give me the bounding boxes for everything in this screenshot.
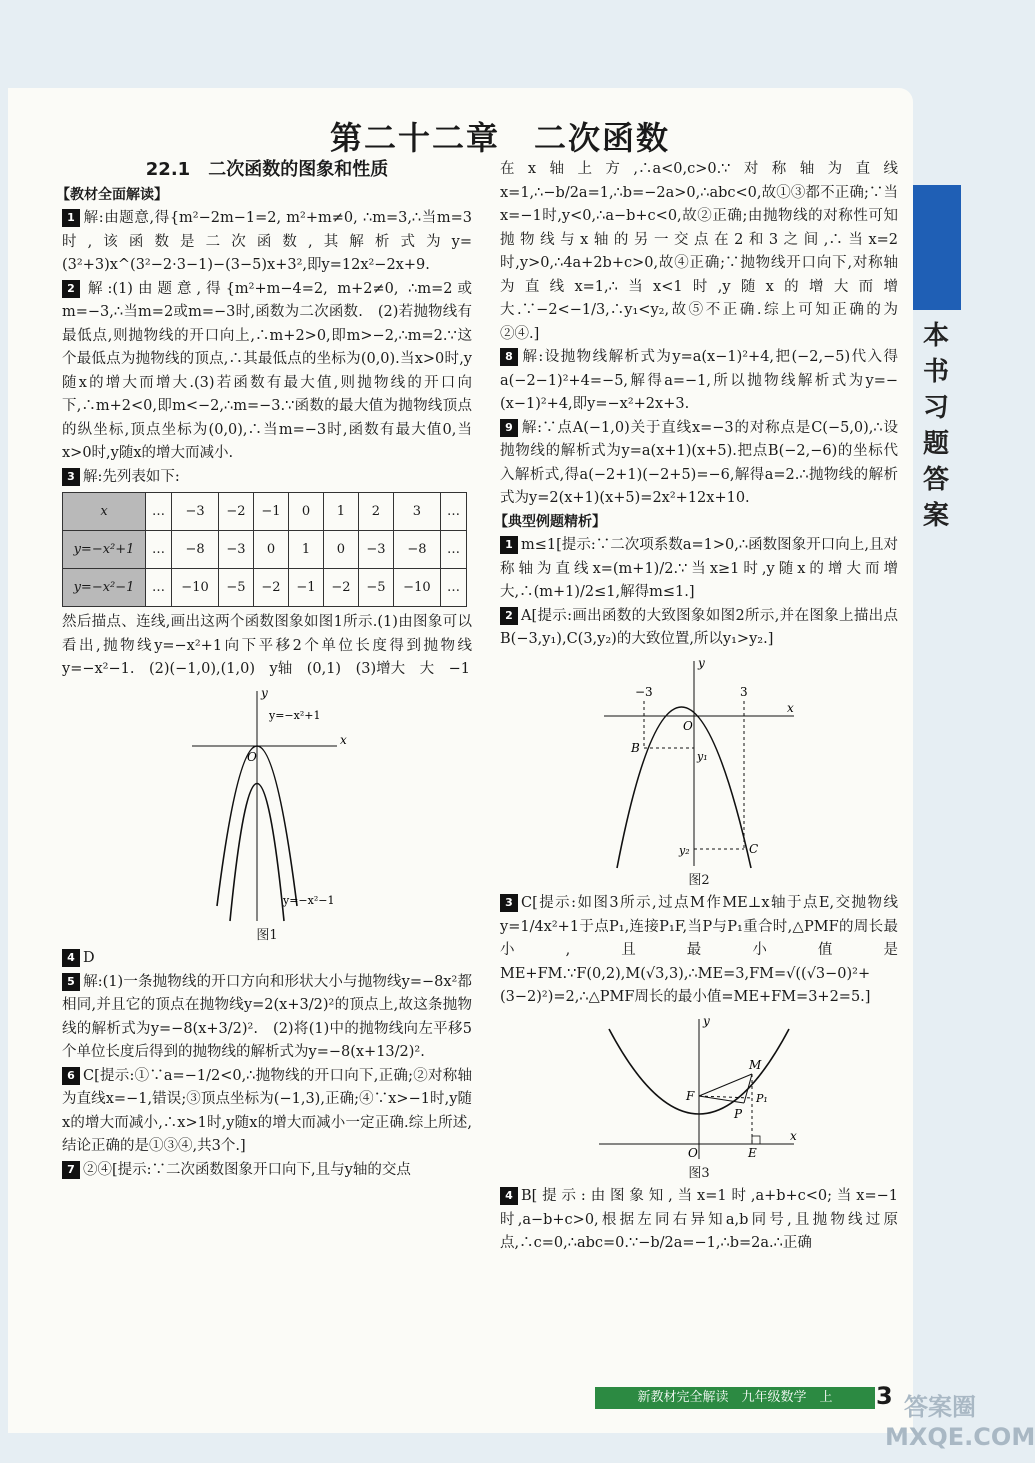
y-axis-label: y bbox=[703, 1013, 710, 1028]
table-cell: 0 bbox=[253, 531, 288, 569]
number-6-badge: 6 bbox=[62, 1067, 80, 1085]
table-cell: 0 bbox=[323, 531, 358, 569]
example-4 bbox=[500, 1185, 898, 1256]
origin-label: O bbox=[247, 749, 257, 764]
example-1-text: m≤1[提示:∵二次项系数a=1>0,∴函数图象开口向上,且对称轴为直线x=(m+1)/2.∵当x≥1时,y随x的增大而增大,∴(m+1)/2≤1,解得m≤1.] bbox=[500, 537, 898, 600]
table-cell: … bbox=[440, 493, 466, 531]
answer-5 bbox=[62, 971, 472, 1065]
tick-label-3: 3 bbox=[740, 684, 748, 699]
answer-1-text: 解:由题意,得{m²−2m−1=2, m²+m≠0, ∴m=3,∴当m=3时,该函数是二次函数,其解析式为y=(3²+3)x^(3²−2·3−1)−(3−5)x+3²,即y=12x²−2x+9. bbox=[62, 210, 472, 273]
figure-1-graph bbox=[187, 686, 347, 926]
x-axis-label: x bbox=[790, 1128, 797, 1143]
table-cell: … bbox=[146, 569, 172, 607]
table-cell: −2 bbox=[219, 493, 254, 531]
table-cell: 2 bbox=[358, 493, 393, 531]
table-cell: … bbox=[146, 531, 172, 569]
page-number: 3 bbox=[876, 1382, 893, 1410]
table-row bbox=[63, 493, 467, 531]
table-cell: −8 bbox=[393, 531, 440, 569]
chapter-title: 第二十二章 二次函数 bbox=[329, 119, 670, 157]
number-7-badge: 7 bbox=[62, 1161, 80, 1179]
table-cell: −5 bbox=[219, 569, 254, 607]
segment-mp bbox=[744, 1074, 752, 1103]
figure-2-graph bbox=[599, 656, 799, 871]
answer-8 bbox=[500, 346, 898, 417]
table-cell: −2 bbox=[253, 569, 288, 607]
figure-2-caption: 图2 bbox=[688, 872, 710, 888]
footer-series-band: 新教材完全解读 九年级数学 上 bbox=[595, 1387, 875, 1409]
table-cell: 3 bbox=[393, 493, 440, 531]
y1-label: y₁ bbox=[697, 749, 708, 763]
table-cell: −8 bbox=[172, 531, 219, 569]
answer-2-text: 解:(1)由题意,得{m²+m−4=2, m+2≠0, ∴m=2或m=−3,∴当m=2或m=−3时,函数为二次函数. (2)若抛物线有最低点,则抛物线的开口向上,∴m+2>0,即m>−2,∴m=2.∵这个最低点为抛物线的顶点,∴其最低点的坐标为(0,0).当x>0时,y随x的增大而增大.(3)若函数有最大值,则抛物线的开口向下,∴m+2<0,即m<−2,∴m=−3.∵函数的最大值为抛物线顶点的纵坐标,顶点坐标为(0,0),∴当m=−3时,函数有最大值0,当x>0时,y随x的增大而减小. bbox=[62, 280, 472, 461]
answer-4-text: D bbox=[83, 950, 95, 966]
example-1 bbox=[500, 534, 898, 605]
table-cell: −3 bbox=[172, 493, 219, 531]
number-4-badge: 4 bbox=[500, 1187, 518, 1205]
table-row bbox=[63, 569, 467, 607]
watermark-logo: 答案圈 MXQE.COM bbox=[885, 1393, 1035, 1451]
tick-label-neg3: −3 bbox=[635, 684, 653, 699]
point-p1-label: P₁ bbox=[756, 1091, 768, 1105]
number-3-badge: 3 bbox=[500, 894, 518, 912]
answer-2 bbox=[62, 278, 472, 466]
table-cell: … bbox=[146, 493, 172, 531]
heading-textbook: 【教材全面解读】 bbox=[56, 186, 168, 203]
number-4-badge: 4 bbox=[62, 949, 80, 967]
right-angle-mark bbox=[752, 1136, 760, 1144]
answer-6 bbox=[62, 1065, 472, 1159]
value-table bbox=[62, 492, 467, 607]
number-3-badge: 3 bbox=[62, 468, 80, 486]
table-cell: −1 bbox=[253, 493, 288, 531]
side-label: 本书习题答案 bbox=[922, 321, 949, 531]
table-cell: −1 bbox=[288, 569, 323, 607]
answer-1 bbox=[62, 207, 472, 278]
answer-3 bbox=[62, 466, 472, 490]
answer-5-text: 解:(1)一条抛物线的开口方向和形状大小与抛物线y=−8x²都相同,并且它的顶点在抛物线y=2(x+3/2)²的顶点上,故这条抛物线的解析式为y=−8(x+3/2)². (2)将(1)中的抛物线向左平移5个单位长度后得到的抛物线的解析式为y=−8(x+13/2)². bbox=[62, 973, 472, 1060]
table-cell: −3 bbox=[219, 531, 254, 569]
table-cell: … bbox=[440, 531, 466, 569]
answer-3-after: 然后描点、连线,画出这两个函数图象如图1所示.(1)由图象可以看出,抛物线y=−x²+1向下平移2个单位长度得到抛物线y=−x²−1. (2)(−1,0),(1,0) y轴 (0,1) (3)增大 大 −1 bbox=[62, 614, 472, 677]
table-cell: −10 bbox=[393, 569, 440, 607]
answer-3-intro: 解:先列表如下: bbox=[83, 468, 180, 485]
number-8-badge: 8 bbox=[500, 348, 518, 366]
point-p-label: P bbox=[734, 1106, 743, 1121]
number-1-badge: 1 bbox=[62, 209, 80, 227]
y-axis-label: y bbox=[261, 685, 268, 700]
point-m-label: M bbox=[749, 1057, 762, 1072]
example-2 bbox=[500, 605, 898, 652]
table-row bbox=[63, 531, 467, 569]
answer-9-text: 解:∵点A(−1,0)关于直线x=−3的对称点是C(−5,0),∴设抛物线的解析式为y=a(x+1)(x+5).把点B(−2,−6)的坐标代入解析式,得a(−2+1)(−2+5)=−6,解得a=2.∴抛物线的解析式为y=2(x+1)(x+5)=2x²+12x+10. bbox=[500, 419, 898, 506]
answer-9 bbox=[500, 417, 898, 511]
figure-3-graph bbox=[594, 1014, 804, 1164]
answer-8-text: 解:设抛物线解析式为y=a(x−1)²+4,把(−2,−5)代入得a(−2−1)²+4=−5,解得a=−1,所以抛物线解析式为y=−(x−1)²+4,即y=−x²+2x+3. bbox=[500, 349, 898, 412]
example-4-text: B[提示:由图象知,当x=1时,a+b+c<0;当x=−1时,a−b+c>0,根据左同右异知a,b同号,且抛物线过原点,∴c=0,∴abc=0.∵−b/2a=−1,∴b=2a.∴正确 bbox=[500, 1188, 898, 1251]
table-cell: −3 bbox=[358, 531, 393, 569]
table-cell: 1 bbox=[288, 531, 323, 569]
curve-label-lower: y=−x²−1 bbox=[283, 893, 335, 907]
y2-label: y₂ bbox=[679, 843, 690, 857]
answer-7-continued: 在x轴上方,∴a<0,c>0.∵对称轴为直线x=1,∴−b/2a=1,∴b=−2a>0,∴abc<0,故①③都不正确;∵当x=−1时,y<0,∴a−b+c<0,故②正确;由抛物线的对称性可知抛物线与x轴的另一交点在2和3之间,∴当x=2时,y>0,∴4a+2b+c>0,故④正确;∵抛物线开口向下,对称轴为直线x=1,∴当x<1时,y随x的增大而增大.∵−2<−1/3,∴y₁<y₂,故⑤不正确.综上可知正确的为②④.] bbox=[500, 161, 898, 342]
table-cell: 0 bbox=[288, 493, 323, 531]
point-f-label: F bbox=[686, 1088, 695, 1103]
y-axis-label: y bbox=[698, 655, 705, 670]
table-cell: −10 bbox=[172, 569, 219, 607]
left-column bbox=[56, 158, 472, 1182]
figure-1-caption: 图1 bbox=[256, 927, 278, 943]
answer-6-text: C[提示:①∵a=−1/2<0,∴抛物线的开口向下,正确;②对称轴为直线x=−1,错误;③顶点坐标为(−1,3),正确;④∵x>−1时,y随x的增大而减小,∴x>1时,y随x的增大而减小一定正确.综上所述,结论正确的是①③④,共3个.] bbox=[62, 1067, 472, 1154]
example-3 bbox=[500, 892, 898, 1010]
point-e-label: E bbox=[748, 1145, 757, 1160]
figure-3-caption: 图3 bbox=[688, 1165, 710, 1181]
table-cell: −2 bbox=[323, 569, 358, 607]
origin-label: O bbox=[688, 1145, 698, 1160]
origin-label: O bbox=[683, 718, 693, 733]
curve-label-upper: y=−x²+1 bbox=[269, 708, 321, 722]
section-tab bbox=[913, 185, 961, 310]
section-title: 22.1 二次函数的图象和性质 bbox=[145, 159, 389, 180]
answer-7-text: ②④[提示:∵二次函数图象开口向下,且与y轴的交点 bbox=[83, 1161, 411, 1178]
number-2-badge: 2 bbox=[62, 280, 80, 298]
point-b-label: B bbox=[631, 740, 640, 755]
point-c-label: C bbox=[749, 841, 759, 856]
table-cell: 1 bbox=[323, 493, 358, 531]
answer-4 bbox=[62, 947, 472, 971]
x-axis-label: x bbox=[787, 700, 794, 715]
answer-7 bbox=[62, 1159, 472, 1183]
heading-examples: 【典型例题精析】 bbox=[494, 513, 606, 530]
table-cell: … bbox=[440, 569, 466, 607]
number-1-badge: 1 bbox=[500, 536, 518, 554]
table-cell: −5 bbox=[358, 569, 393, 607]
example-3-text: C[提示:如图3所示,过点M作ME⊥x轴于点E,交抛物线y=1/4x²+1于点P₁,连接P₁F,当P与P₁重合时,△PMF的周长最小,且最小值是ME+FM.∵F(0,2),M(√3,3),∴ME=3,FM=√((√3−0)²+(3−2)²)=2,∴△PMF周长的最小值=ME+FM=3+2=5.] bbox=[500, 895, 898, 1005]
x-axis-label: x bbox=[340, 732, 347, 747]
table-cell: x bbox=[63, 493, 146, 531]
table-cell: y=−x²−1 bbox=[63, 569, 146, 607]
right-column bbox=[494, 158, 898, 1256]
table-cell: y=−x²+1 bbox=[63, 531, 146, 569]
example-2-text: A[提示:画出函数的大致图象如图2所示,并在图象上描出点B(−3,y₁),C(3,y₂)的大致位置,所以y₁>y₂.] bbox=[500, 607, 898, 647]
number-5-badge: 5 bbox=[62, 973, 80, 991]
number-2-badge: 2 bbox=[500, 607, 518, 625]
number-9-badge: 9 bbox=[500, 419, 518, 437]
